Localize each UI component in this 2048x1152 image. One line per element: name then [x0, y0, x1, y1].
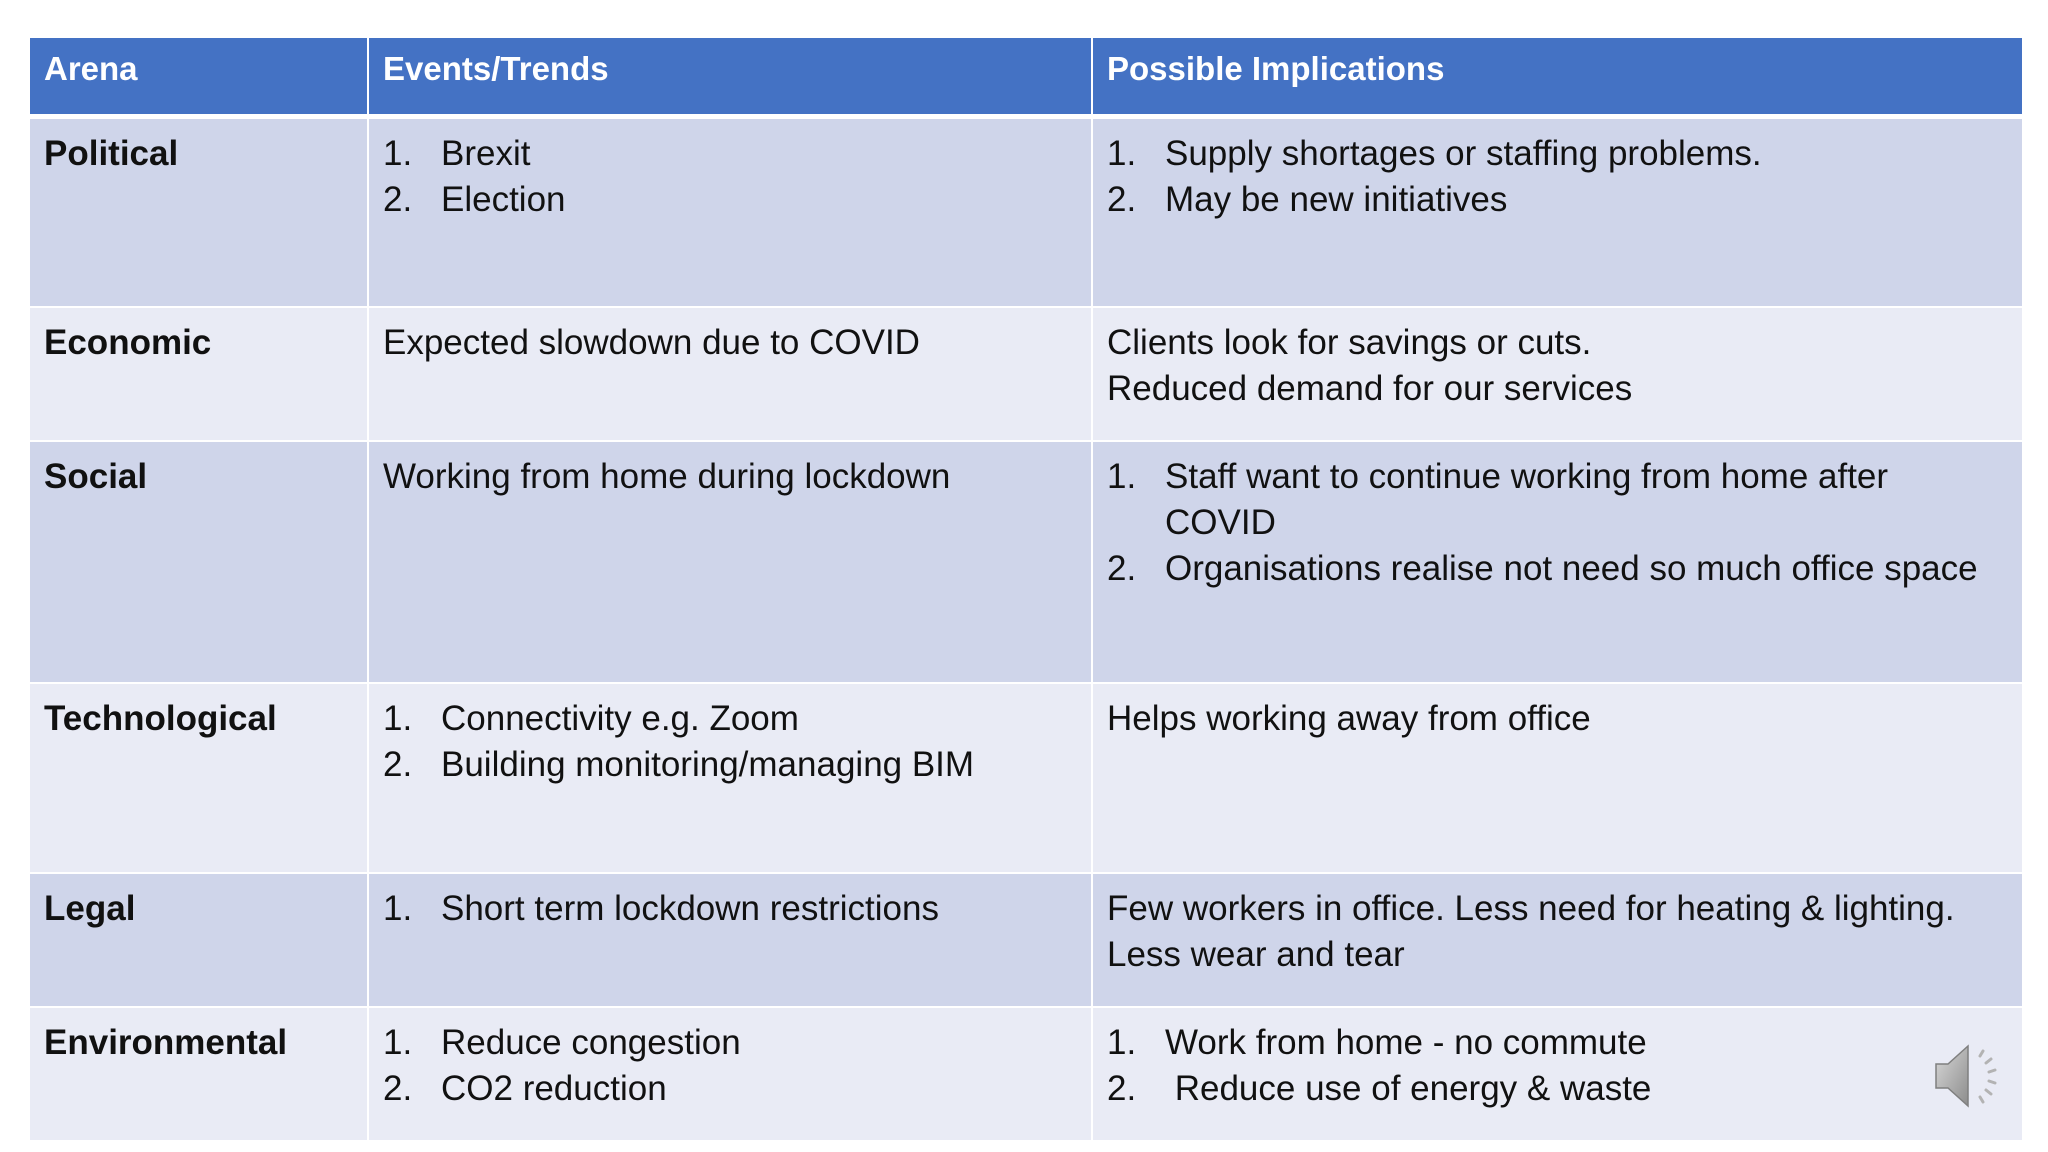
list-item-text: Election — [441, 180, 566, 219]
list-item-text: Reduce congestion — [441, 1022, 741, 1062]
table-row — [30, 873, 2022, 1007]
events-list — [383, 886, 1077, 932]
implications-text: Helps working away from office — [1107, 698, 1591, 738]
list-item: 1. Work from home - no commute — [1107, 1022, 1647, 1062]
implications-text: Few workers in office. Less need for heating & lighting. — [1107, 888, 1955, 928]
arena-cell: Economic — [30, 307, 368, 441]
events-cell — [368, 873, 1092, 1007]
events-cell — [368, 117, 1092, 307]
implications-cell — [1092, 307, 2022, 441]
list-item: 1. Staff want to continue working from home after COVID — [1107, 456, 1889, 542]
list-item: 2. Organisations realise not need so much office space — [1107, 548, 1978, 588]
table-row — [30, 307, 2022, 441]
events-cell — [368, 307, 1092, 441]
speaker-icon[interactable] — [1928, 1036, 2012, 1116]
pestle-table — [30, 38, 2022, 1142]
list-item: 1. Short term lockdown restrictions — [383, 888, 939, 928]
events-cell — [368, 1007, 1092, 1141]
list-item: 2. Election — [383, 180, 566, 219]
arena-cell: Social — [30, 441, 368, 683]
list-item: 2. CO2 reduction — [383, 1068, 667, 1108]
list-item-text: Reduce use of energy & waste — [1165, 1068, 1652, 1108]
events-list — [383, 131, 1077, 223]
header-events: Events/Trends — [368, 38, 1092, 117]
list-item: 2. Building monitoring/managing BIM — [383, 744, 975, 784]
implications-text: Reduced demand for our services — [1107, 368, 1633, 408]
header-row — [30, 38, 2022, 117]
list-item-text: Connectivity e.g. Zoom — [441, 698, 799, 738]
implications-text: Clients look for savings or cuts. — [1107, 322, 1592, 362]
events-cell — [368, 683, 1092, 873]
list-item: 1. Reduce congestion — [383, 1022, 741, 1062]
implications-text: Less wear and tear — [1107, 934, 1405, 974]
implications-cell — [1092, 1007, 2022, 1141]
arena-cell: Political — [30, 117, 368, 307]
list-item-text: May be new initiatives — [1165, 180, 1508, 219]
implications-list — [1107, 131, 2008, 223]
list-item-text: Work from home - no commute — [1165, 1022, 1647, 1062]
events-cell — [368, 441, 1092, 683]
table-row — [30, 117, 2022, 307]
implications-cell — [1092, 683, 2022, 873]
implications-cell — [1092, 873, 2022, 1007]
implications-list — [1107, 1020, 2008, 1112]
events-text: Expected slowdown due to COVID — [383, 322, 920, 362]
events-list — [383, 696, 1077, 788]
arena-cell: Technological — [30, 683, 368, 873]
list-item: 2. May be new initiatives — [1107, 180, 1508, 219]
implications-cell — [1092, 441, 2022, 683]
implications-list — [1107, 454, 2008, 592]
table-row — [30, 683, 2022, 873]
header-implications: Possible Implications — [1092, 38, 2022, 117]
list-item-text: Brexit — [441, 134, 531, 173]
list-item-text: Organisations realise not need so much office space — [1165, 548, 1978, 588]
list-item-text: Building monitoring/managing BIM — [441, 744, 975, 784]
events-text: Working from home during lockdown — [383, 456, 951, 496]
header-arena: Arena — [30, 38, 368, 117]
list-item-text: Short term lockdown restrictions — [441, 888, 939, 928]
list-item: 1. Brexit — [383, 134, 531, 173]
arena-cell: Environmental — [30, 1007, 368, 1141]
list-item: 2. Reduce use of energy & waste — [1107, 1068, 1652, 1108]
arena-cell: Legal — [30, 873, 368, 1007]
table-row — [30, 441, 2022, 683]
implications-cell — [1092, 117, 2022, 307]
events-list — [383, 1020, 1077, 1112]
list-item-text: CO2 reduction — [441, 1068, 667, 1108]
list-item: 1. Connectivity e.g. Zoom — [383, 698, 799, 738]
list-item: 1. Supply shortages or staffing problems. — [1107, 134, 1762, 173]
list-item-text: Supply shortages or staffing problems. — [1165, 134, 1762, 173]
list-item-text: Staff want to continue working from home after COVID — [1165, 456, 1889, 542]
table-row — [30, 1007, 2022, 1141]
